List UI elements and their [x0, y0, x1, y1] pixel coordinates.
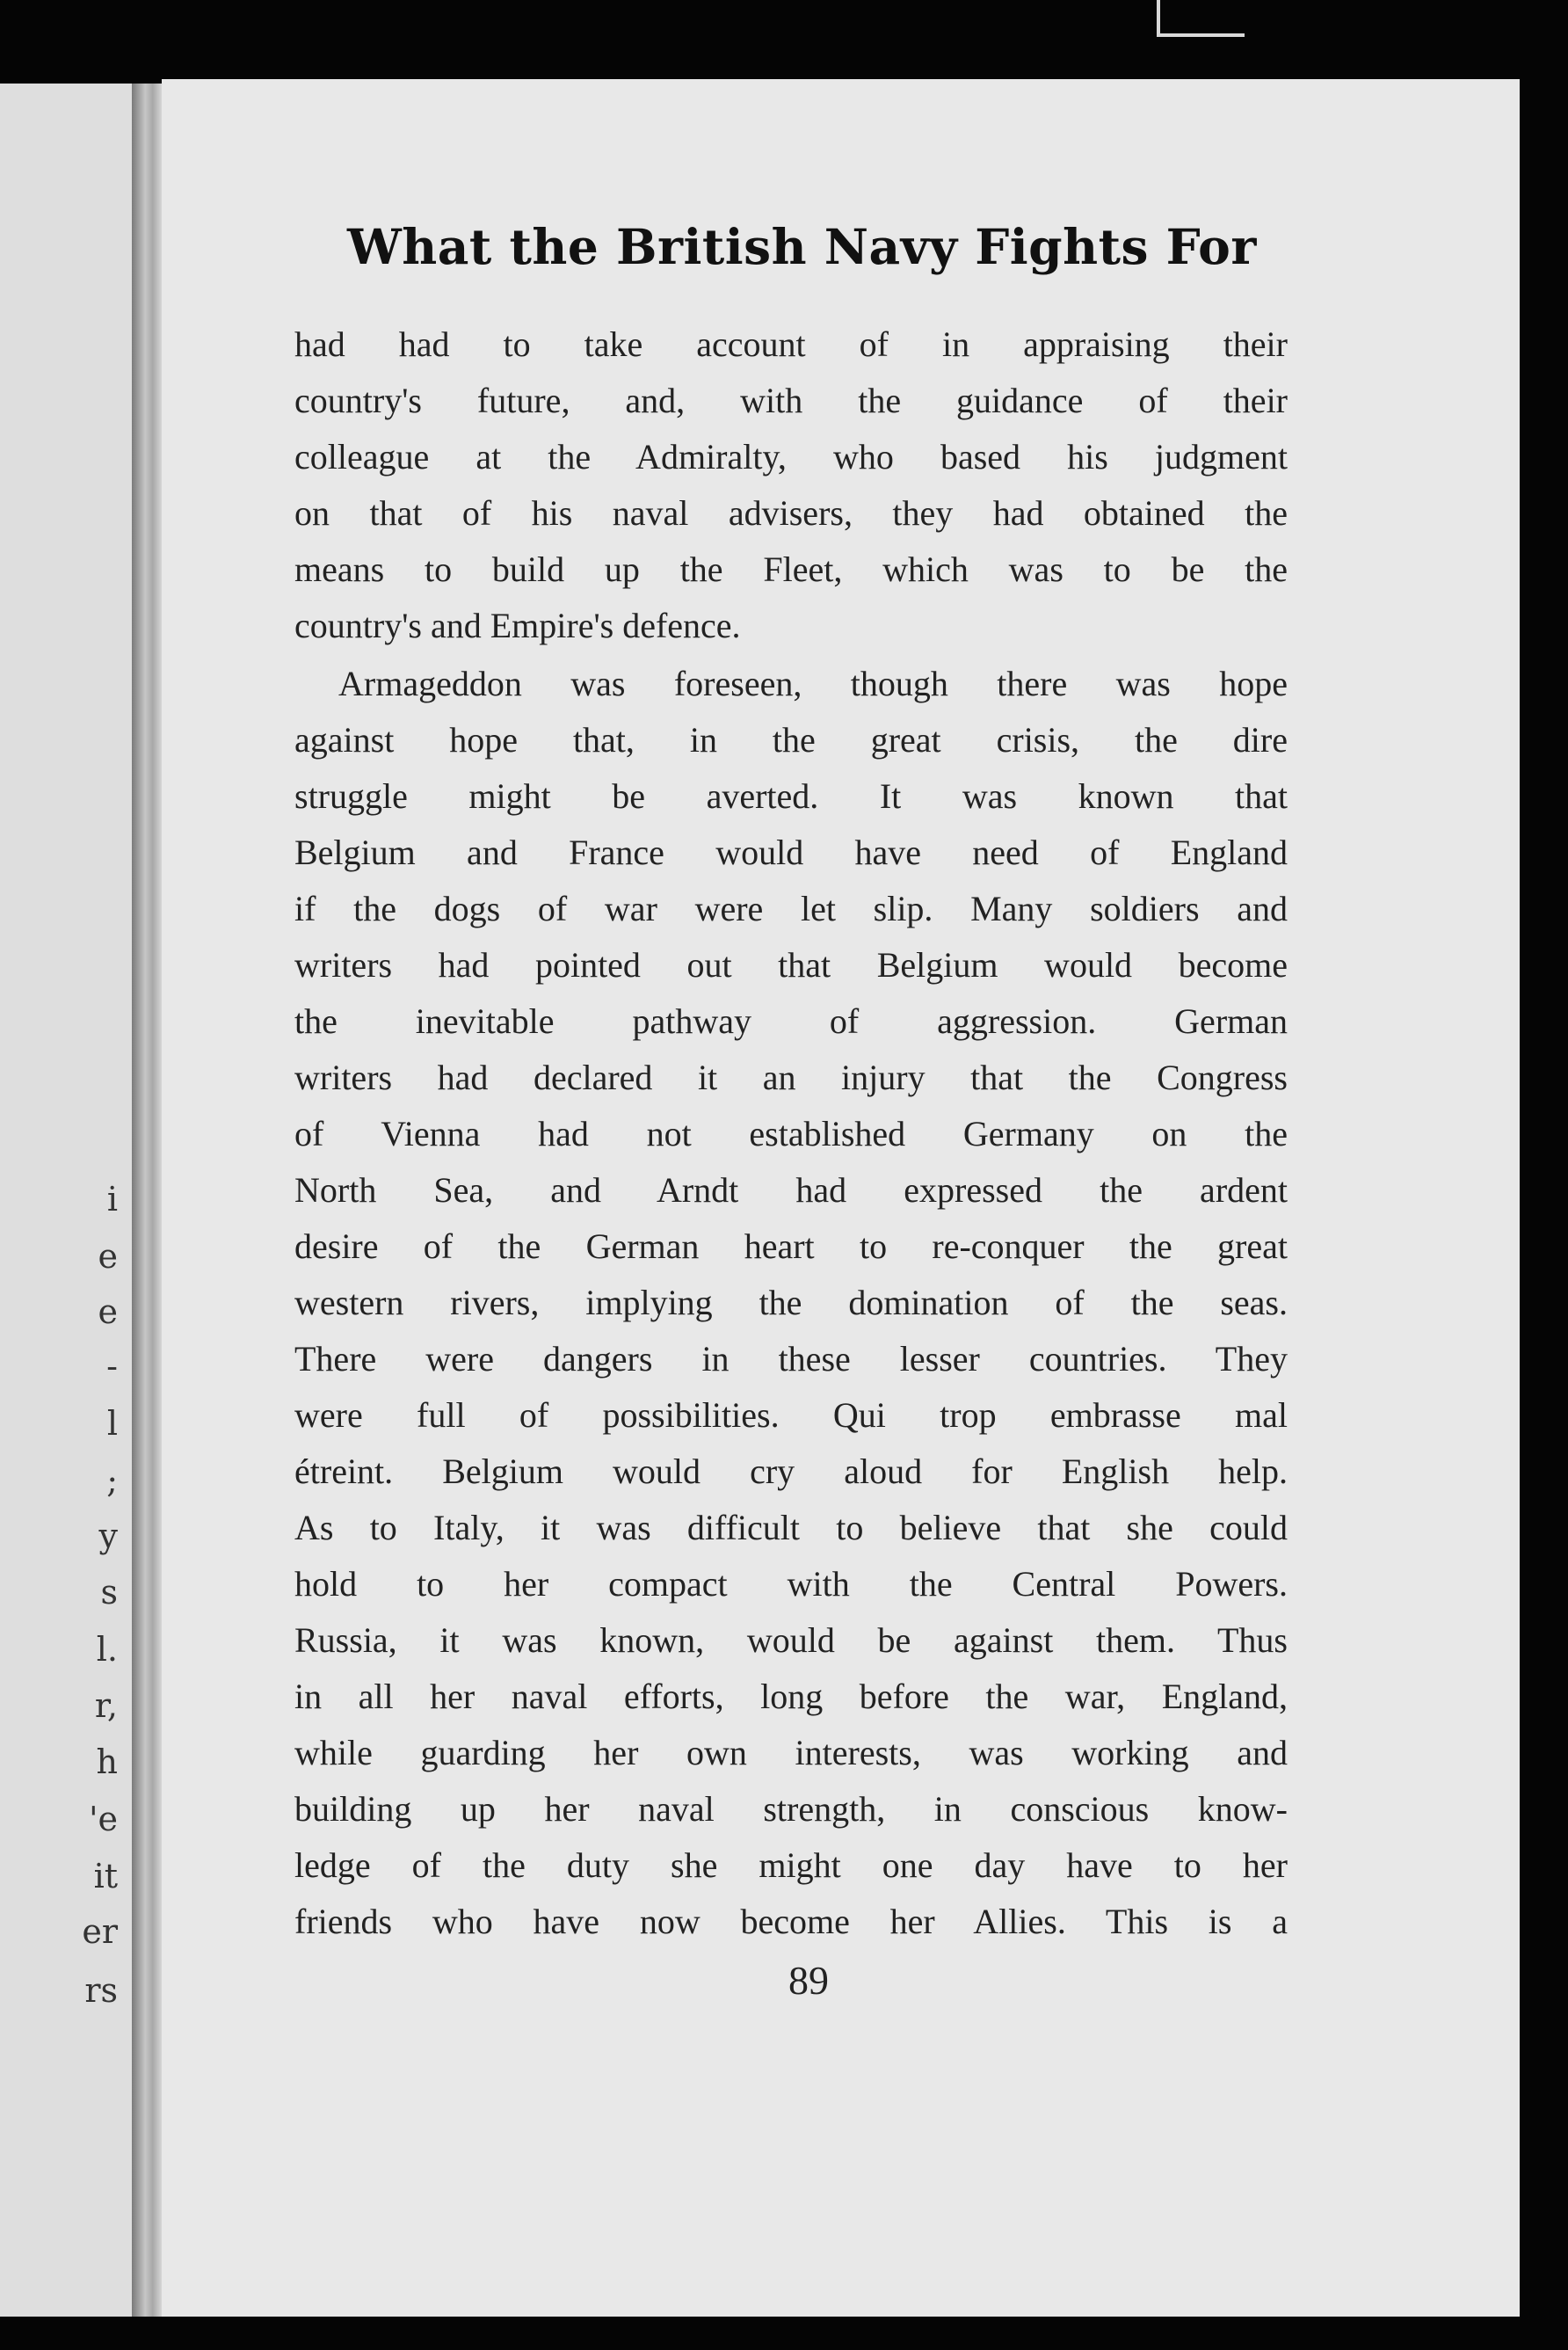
left-page-fragment: rs [84, 1971, 118, 2010]
body-line: Russia, it was known, would be against them. Thus [294, 1620, 1288, 1660]
left-page-fragment: e [98, 1237, 118, 1276]
body-line: Belgium and France would have need of England [294, 833, 1288, 872]
left-page-fragment: e [98, 1292, 118, 1331]
left-page-fragment: l [106, 1404, 118, 1443]
body-line: of Vienna had not established Germany on the [294, 1114, 1288, 1153]
body-line: on that of his naval advisers, they had obtained the [294, 493, 1288, 533]
body-line: means to build up the Fleet, which was to be the [294, 549, 1288, 589]
body-line: There were dangers in these lesser countries. They [294, 1339, 1288, 1379]
left-page-edge [0, 84, 132, 2317]
left-page-fragment: er [82, 1912, 118, 1951]
scan-corner-mark [1157, 0, 1245, 37]
left-page-fragment: ; [106, 1461, 118, 1500]
left-page-fragment: y [98, 1517, 118, 1555]
running-head: What the British Navy Fights For [347, 218, 1257, 275]
body-line: struggle might be averted. It was known that [294, 776, 1288, 816]
body-line: western rivers, implying the domination of the seas. [294, 1283, 1288, 1322]
body-line: building up her naval strength, in conscious know- [294, 1789, 1288, 1829]
left-page-fragment: i [106, 1180, 118, 1219]
body-line: colleague at the Admiralty, who based his judgment [294, 437, 1288, 477]
left-page-fragment: - [106, 1347, 118, 1386]
body-line: country's future, and, with the guidance of their [294, 381, 1288, 420]
body-line: As to Italy, it was difficult to believe that she could [294, 1508, 1288, 1547]
book-gutter [132, 84, 162, 2317]
body-line: in all her naval efforts, long before the war, England, [294, 1677, 1288, 1716]
body-line: writers had declared it an injury that the Congress [294, 1058, 1288, 1097]
body-line: étreint. Belgium would cry aloud for English help. [294, 1451, 1288, 1491]
body-line: the inevitable pathway of aggression. German [294, 1001, 1288, 1041]
left-page-fragment: r, [94, 1686, 118, 1725]
left-page-fragment: s [100, 1573, 118, 1612]
left-page-fragment: 'e [89, 1800, 118, 1838]
body-line: friends who have now become her Allies. This is a [294, 1902, 1288, 1941]
left-page-fragment: it [93, 1857, 118, 1895]
body-line: ledge of the duty she might one day have to her [294, 1845, 1288, 1885]
body-line: were full of possibilities. Qui trop embrasse mal [294, 1395, 1288, 1435]
body-line: North Sea, and Arndt had expressed the ardent [294, 1170, 1288, 1210]
body-line: against hope that, in the great crisis, the dire [294, 720, 1288, 760]
body-line: country's and Empire's defence. [294, 606, 741, 645]
body-line: if the dogs of war were let slip. Many soldiers and [294, 889, 1288, 928]
body-line: desire of the German heart to re-conquer the great [294, 1226, 1288, 1266]
left-page-fragment: h [96, 1742, 118, 1781]
left-page-fragment: l. [96, 1630, 118, 1669]
body-line: had had to take account of in appraising their [294, 324, 1288, 364]
body-line: Armageddon was foreseen, though there was hope [338, 664, 1288, 703]
body-line: while guarding her own interests, was working and [294, 1733, 1288, 1772]
page-number: 89 [788, 1958, 829, 2003]
body-line: writers had pointed out that Belgium would become [294, 945, 1288, 985]
body-line: hold to her compact with the Central Powers. [294, 1564, 1288, 1604]
